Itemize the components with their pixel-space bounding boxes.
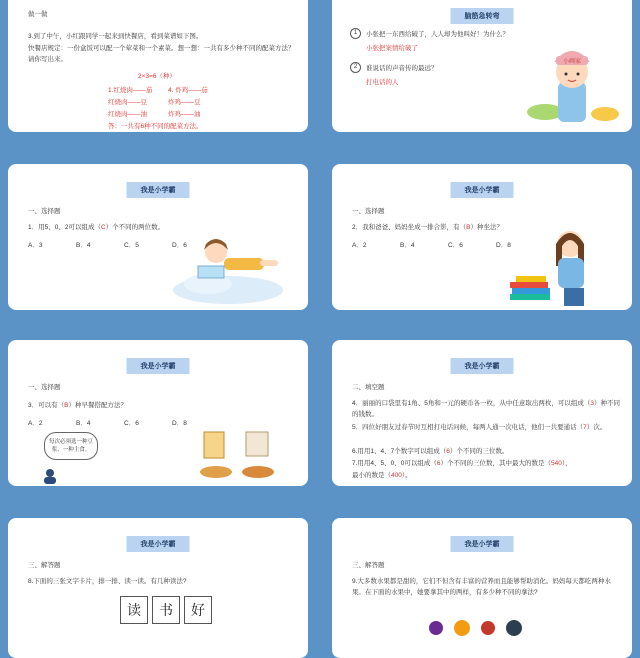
question-text-end: 种不同的钱数。 <box>352 400 620 418</box>
slide-riddle[interactable] <box>332 0 632 132</box>
answer-mark: B <box>466 224 471 231</box>
answer-mark: 6 <box>436 460 441 467</box>
question-text: 1．用5、0、2可以组成（ <box>28 224 101 231</box>
instruction-text: 请你写出来。 <box>28 56 67 63</box>
option-c[interactable]: C．5 <box>124 242 139 249</box>
option-a[interactable]: A．2 <box>352 242 367 249</box>
question-6 <box>352 446 508 457</box>
slide-banner: 我是小学霸 <box>127 358 190 374</box>
section-title: 一、选择题 <box>352 208 385 215</box>
option-c[interactable]: C．6 <box>124 420 139 427</box>
option-b[interactable]: B．4 <box>76 420 91 427</box>
slide-choice-2[interactable] <box>332 164 632 310</box>
number-badge-1: 1 <box>350 28 361 39</box>
question-text-mid: ）个不同的三位数，其中最大的数是（ <box>440 460 552 467</box>
section-title: 一、选择题 <box>28 208 61 215</box>
section-title: 一、选择题 <box>28 384 61 391</box>
question-text: 2．我和爸爸、妈妈坐成一排合影，有（ <box>352 224 467 231</box>
section-title: 二、填空题 <box>352 384 385 391</box>
question-4: 4．丽丽的口袋里有1角、5角和一元的硬币各一枚，从中任意取出两枚，可以组成（3）种不同的钱数。 <box>352 400 620 418</box>
option-d[interactable]: D．6 <box>172 242 187 249</box>
number-badge-2: 2 <box>350 62 361 73</box>
question-3 <box>28 400 127 411</box>
slide-banner: 我是小学霸 <box>127 536 190 552</box>
combo-3: 红烧肉——油 <box>108 111 147 118</box>
question-text: 5．四位好朋友过春节时互相打电话问候，每两人通一次电话，他们一共要通话 <box>352 424 577 431</box>
riddle-1 <box>350 28 509 39</box>
question-text-end: ）个不同的两位数。 <box>105 224 165 231</box>
options-row <box>28 418 220 427</box>
answer-text: 答：一共有6种不同的配菜方法。 <box>108 123 203 130</box>
slide-practice[interactable] <box>8 0 308 132</box>
word-card-2[interactable]: 书 <box>152 596 180 624</box>
question-text: 3．可以有（ <box>28 402 65 409</box>
question-7-min <box>352 470 412 481</box>
option-b[interactable]: B．4 <box>400 242 415 249</box>
question-1 <box>28 222 164 233</box>
rule-text: 快餐店规定：一份盒饭可以配一个荤菜和一个素菜。想一想：一共有多少种不同的配菜方法？ <box>28 45 295 52</box>
question-2 <box>352 222 503 233</box>
option-a[interactable]: A．3 <box>28 242 43 249</box>
question-text: 4．丽丽的口袋里有1角、5角和一元的硬币各一枚，从中任意取出两枚，可以组成 <box>352 400 584 407</box>
combo-4: 4. 炸鸡——茄 <box>168 87 208 94</box>
answer-mark: B <box>64 402 69 409</box>
question-text-end: ）， <box>561 460 572 467</box>
riddle-question-1: 小张把一东西给破了，人人却为他叫好！为什么？ <box>366 31 509 38</box>
question-7 <box>352 458 622 469</box>
slide-banner: 我是小学霸 <box>127 182 190 198</box>
girl-reading-illustration <box>168 234 288 308</box>
riddle-answer-2: 打电话的人 <box>366 79 399 86</box>
combo-1: 1.红烧肉——茄 <box>108 87 153 94</box>
answer-mark: 7 <box>583 424 587 431</box>
girl-chef-illustration <box>520 32 624 132</box>
slide-heading: 做一做 <box>28 11 48 18</box>
question-text: 6.用用1、4、7个数字可以组成（ <box>352 448 447 455</box>
slide-banner: 我是小学霸 <box>451 358 514 374</box>
riddle-answer-1: 小张把案情给破了 <box>366 45 418 52</box>
question-text-end: ）个不同的三位数。 <box>449 448 509 455</box>
riddle-question-2: 谁说话的声音传的最远？ <box>366 65 438 72</box>
speech-bubble: 每次必须选一种豆浆、一种主食。 <box>44 432 98 460</box>
answer-max: 540 <box>551 460 562 467</box>
question-text-end: ）种坐法？ <box>470 224 503 231</box>
slide-banner: 我是小学霸 <box>451 536 514 552</box>
word-card-1[interactable]: 读 <box>120 596 148 624</box>
question-text: 7.用用4、5、0、0可以组成（ <box>352 460 437 467</box>
slide-choice-3[interactable] <box>8 340 308 486</box>
option-d[interactable]: D．8 <box>496 242 511 249</box>
formula-text: 2×3=6（种） <box>138 73 176 80</box>
slide-choice-1[interactable] <box>8 164 308 310</box>
question-text-end: 次。 <box>593 424 607 431</box>
combo-6: 炸鸡——油 <box>168 111 201 118</box>
combo-2: 红烧肉——豆 <box>108 99 147 106</box>
slide-banner: 我是小学霸 <box>451 182 514 198</box>
question-text: 3.到了中午，小红跟同学一起来到快餐店，看到菜谱如下图。 <box>28 33 203 40</box>
slide-solve-2[interactable] <box>332 518 632 658</box>
slide-fill-in[interactable] <box>332 340 632 486</box>
person-icon <box>42 468 58 484</box>
slide-solve-1[interactable] <box>8 518 308 658</box>
fruit-illustration <box>426 614 536 640</box>
question-text: 最小的数是（ <box>352 472 391 479</box>
question-text-end: ）。 <box>401 472 412 479</box>
question-8: 8.下面的三张文字卡片，排一排、读一读。有几种读法? <box>28 578 187 585</box>
slide-title: 脑筋急转弯 <box>451 8 514 24</box>
word-card-3[interactable]: 好 <box>184 596 212 624</box>
answer-min: 400 <box>391 472 402 479</box>
option-b[interactable]: B．4 <box>76 242 91 249</box>
section-title: 三、解答题 <box>352 562 385 569</box>
girl-with-books-illustration <box>508 222 608 310</box>
answer-mark: 3 <box>590 400 594 407</box>
option-a[interactable]: A．2 <box>28 420 43 427</box>
breakfast-food-illustration <box>194 426 294 484</box>
question-text-end: ）种早餐搭配方法？ <box>68 402 127 409</box>
hat-label: 小画家 <box>562 59 582 65</box>
option-d[interactable]: D．8 <box>172 420 187 427</box>
option-c[interactable]: C．6 <box>448 242 463 249</box>
combo-5: 炸鸡——豆 <box>168 99 201 106</box>
section-title: 三、解答题 <box>28 562 61 569</box>
question-5: 5．四位好朋友过春节时互相打电话问候，每两人通一次电话，他们一共要通话（7）次。 <box>352 424 607 431</box>
riddle-2 <box>350 62 438 73</box>
question-9: 9.大多数水果都是甜的，它们不但含有丰富的营养而且能够帮助消化。妈妈每天都吃两种水果。在下面的水果中，她要拿其中的两样，有多少种不同的拿法? <box>352 578 611 596</box>
answer-mark: C <box>100 224 106 231</box>
answer-mark: 6 <box>446 448 450 455</box>
